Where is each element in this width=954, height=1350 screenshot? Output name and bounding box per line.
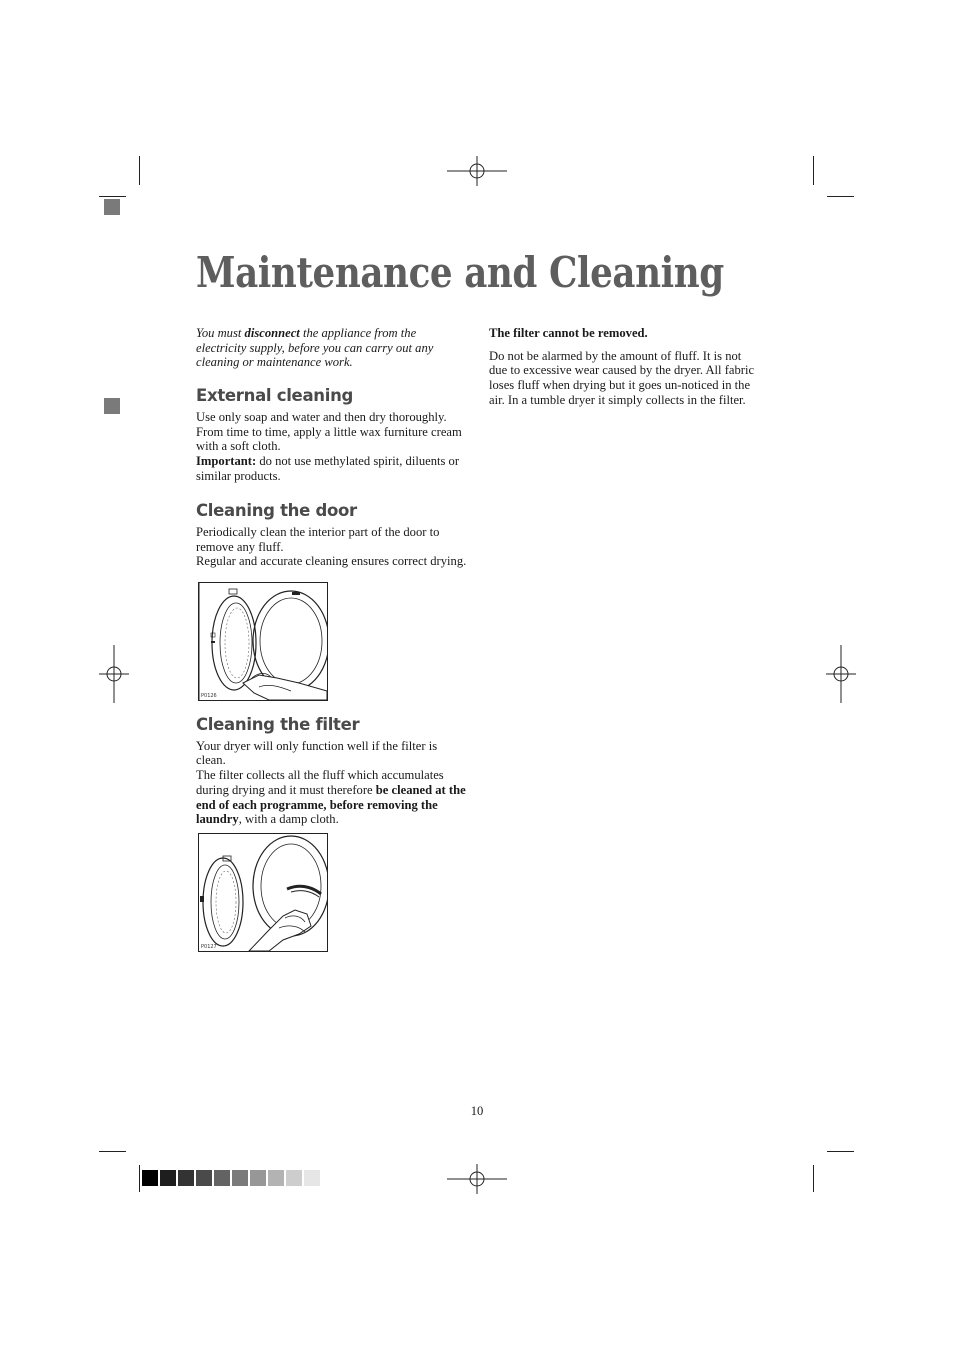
left-column bbox=[196, 326, 468, 569]
door-drawing bbox=[199, 583, 327, 700]
registration-mark-top bbox=[447, 156, 507, 186]
crop-mark bbox=[813, 156, 814, 185]
color-swatch bbox=[214, 1170, 230, 1186]
filter-not-removable: The filter cannot be removed. bbox=[489, 326, 648, 340]
color-swatch bbox=[142, 1170, 158, 1186]
color-swatch bbox=[286, 1170, 302, 1186]
crop-mark bbox=[827, 196, 854, 197]
color-swatch bbox=[268, 1170, 284, 1186]
fluff-explanation: Do not be alarmed by the amount of fluff. It is not due to excessive wear caused by the dryer. All fabric loses fluff when drying but it goes un-noticed in the air. In a tumble dryer it simply collects in the filter. bbox=[489, 348, 755, 407]
filter-cleaning-illustration bbox=[198, 833, 328, 952]
filter-drawing bbox=[199, 834, 327, 951]
registration-mark-right bbox=[826, 645, 856, 703]
heading-cleaning-filter: Cleaning the filter bbox=[196, 715, 360, 734]
door-figure-code: P0126 bbox=[201, 693, 217, 699]
registration-mark-bottom bbox=[447, 1164, 507, 1194]
crop-mark bbox=[139, 1165, 140, 1192]
color-swatch bbox=[250, 1170, 266, 1186]
filter-text-1: Your dryer will only function well if the filter is clean. bbox=[196, 738, 438, 768]
filter-text-2: The filter collects all the fluff which accumulates during drying and it must therefore be cleaned at the end of each programme, before removing the laundry, with a damp cloth. bbox=[196, 768, 466, 827]
registration-mark-left bbox=[99, 645, 129, 703]
color-swatch bbox=[178, 1170, 194, 1186]
color-swatch bbox=[304, 1170, 320, 1186]
color-swatch bbox=[160, 1170, 176, 1186]
intro-bold: disconnect bbox=[244, 326, 300, 340]
external-text: Use only soap and water and then dry thoroughly. From time to time, apply a little wax furniture cream with a soft cloth. bbox=[196, 409, 462, 454]
filter-section bbox=[196, 715, 468, 827]
crop-mark bbox=[99, 1151, 126, 1152]
margin-square-marker bbox=[104, 199, 120, 215]
door-cleaning-illustration bbox=[198, 582, 328, 701]
door-text-1: Periodically clean the interior part of the door to remove any fluff. bbox=[196, 525, 440, 554]
color-swatch bbox=[232, 1170, 248, 1186]
heading-external-cleaning: External cleaning bbox=[196, 386, 354, 406]
external-important: Important: do not use methylated spirit, diluents or similar products. bbox=[196, 453, 460, 483]
filter-figure-code: P0127 bbox=[201, 944, 217, 950]
heading-cleaning-door: Cleaning the door bbox=[196, 501, 357, 521]
margin-square-marker bbox=[104, 398, 120, 414]
door-text-2: Regular and accurate cleaning ensures correct drying. bbox=[196, 554, 467, 569]
crop-mark bbox=[827, 1151, 854, 1152]
right-column bbox=[489, 326, 757, 408]
intro-warning: You must disconnect the appliance from the electricity supply, before you can carry out any cleaning or maintenance work. bbox=[196, 326, 434, 370]
crop-mark bbox=[139, 156, 140, 185]
crop-mark bbox=[99, 196, 126, 197]
crop-mark bbox=[813, 1165, 814, 1192]
page-number: 10 bbox=[470, 1104, 484, 1118]
page-title: Maintenance and Cleaning bbox=[196, 248, 724, 297]
color-swatch bbox=[196, 1170, 212, 1186]
